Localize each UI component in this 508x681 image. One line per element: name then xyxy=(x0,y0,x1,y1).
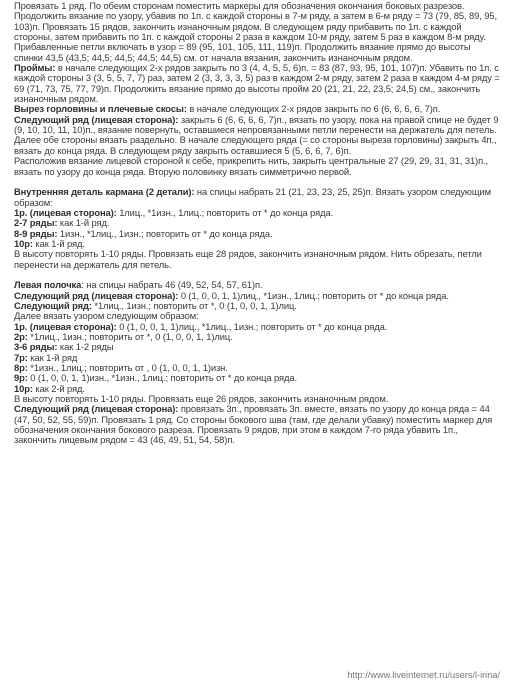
instruction-paragraph xyxy=(14,1,500,63)
instruction-paragraph xyxy=(14,404,500,445)
instruction-text: на спицы набрать 21 (21, 23, 23, 25, 25)п. Вязать узором следующим образом: xyxy=(14,186,491,208)
instruction-label: 10р: xyxy=(14,237,33,249)
instruction-text: как 1-2 ряды xyxy=(57,341,114,353)
instruction-label: Внутренняя деталь кармана (2 детали): xyxy=(14,186,195,198)
instruction-text: *1лиц., 1изн.; повторить от *, 0 (1, 0, 0, 1, 1)лиц. xyxy=(27,331,233,342)
instruction-text: 1лиц., *1изн., 1лиц.; повторить от * до конца ряда. xyxy=(116,206,334,218)
instruction-paragraph xyxy=(14,342,500,352)
instruction-label: 8р: xyxy=(14,362,28,374)
instruction-label: Вырез горловины и плечевые скосы: xyxy=(14,103,187,115)
instruction-text: закрыть 6 (6, 6, 6, 6, 7)п., вязать по узору, пока на правой спице не будет 9 (9, 10, 10, 11, 10)п., вязание повернуть, оставшиеся непровязанными петли перенести на держатель для петель. Далее обе стороны вязать раздельно. В начале следующего ряда (= со стороны выреза горловины) закрыть 4п., вязать до конца ряда. В следующем ряду закрыть оставшиеся 5 (5, 6, 6, 7, 6)п. xyxy=(14,113,499,156)
instruction-text: 0 (1, 0, 0, 1, 1)лиц., *1изн., 1лиц.; повторить от * до конца ряда. xyxy=(178,289,449,301)
instruction-text: как 1-й ряд. xyxy=(32,237,85,249)
instruction-text: в начале следующих 2-х рядов закрыть по 3 (4, 4, 5, 5, 6)п. = 83 (87, 93, 95, 101, 107)п. Убавить по 1п. с каждой стороны 3 (3, 5, 5, 7, 7) раз, затем 2 (3, 3, 3, 3, 5) раз в каждом 2-м ряду, затем 2 раза в каждом 4-м ряду = 69 (71, 73, 75, 77, 79)п. Продолжить вязание прямо до высоты пройм 20 (21, 21, 22, 23,5; 24,5) см., закончить изнаночным рядом. xyxy=(14,62,500,105)
instruction-label: Следующий ряд (лицевая сторона): xyxy=(14,113,179,125)
instruction-label: Следующий ряд: xyxy=(14,299,92,311)
instruction-label: 2-7 ряды: xyxy=(14,217,58,229)
instruction-label: Проймы: xyxy=(14,62,56,74)
instruction-text: В высоту повторять 1-10 ряды. Провязать еще 28 рядов, закончить изнаночным рядом. Нить обрезать, петли перенести на держатель для петель. xyxy=(14,248,482,270)
instruction-label: 8-9 ряды: xyxy=(14,227,58,239)
instruction-text: в начале следующих 2-х рядов закрыть по 6 (6, 6, 6, 6, 7)п. xyxy=(186,103,441,115)
instruction-text: 0 (1, 0, 0, 1, 1)лиц., *1лиц., 1изн.; повторить от * до конца ряда. xyxy=(116,320,388,332)
instruction-paragraph xyxy=(14,229,500,239)
instruction-paragraph xyxy=(14,156,500,177)
instruction-paragraph xyxy=(14,187,500,208)
instruction-text: 1изн., *1лиц., 1изн.; повторить от * до конца ряда. xyxy=(57,227,273,239)
instruction-text: как 2-й ряд. xyxy=(32,382,85,394)
instruction-label: 2р: xyxy=(14,331,28,342)
instruction-paragraph xyxy=(14,115,500,156)
back-section xyxy=(14,1,500,177)
instruction-label: 1р. (лицевая сторона): xyxy=(14,320,117,332)
instruction-text: *1лиц., 1изн.; повторить от *, 0 (1, 0, 0, 1, 1)лиц. xyxy=(91,299,297,311)
instruction-text: : на спицы набрать 46 (49, 52, 54, 57, 61)п. xyxy=(81,279,263,291)
source-url: http://www.liveinternet.ru/users/l-irina/ xyxy=(347,669,500,680)
instruction-paragraph xyxy=(14,373,500,383)
instruction-label: 10р: xyxy=(14,382,33,394)
instruction-label: 1р. (лицевая сторона): xyxy=(14,206,117,218)
instruction-text: как 1-й ряд xyxy=(27,351,78,363)
instruction-text: Провязать 1 ряд. По обеим сторонам поместить маркеры для обозначения окончания боковых разрезов. Продолжить вязание по узору, убавив по 1п. с каждой стороны в 7-м ряду, а затем в 6-м ряду = 73 (79, 85, 89, 95, 103)п. Провязать 15 рядов, закончить изнаночным рядом. В следующем ряду прибавить по 1п. с каждой стороны, затем прибавить по 1п. с каждой стороны 2 раза в каждом 10-м ряду, затем 5 раз в каждом 8-м ряду. Прибавленные петли включать в узор = 89 (95, 101, 105, 111, 119)п. Продолжить вязание прямо до высоты спинки 43,5 (43,5; 44,5; 44,5; 44,5; 44,5) см. от начала вязания, закончить изнаночным рядом. xyxy=(14,0,498,63)
instruction-text: как 1-й ряд. xyxy=(57,217,110,229)
instruction-text: В высоту повторять 1-10 ряды. Провязать еще 26 рядов, закончить изнаночным рядом. xyxy=(14,393,389,405)
instruction-text: Расположив вязание лицевой стороной к себе, прикрепить нить, закрыть центральные 27 (29, 29, 31, 31, 31)п., вязать по узору до конца ряда. Вторую половинку вязать симметрично первой. xyxy=(14,155,489,177)
instruction-paragraph xyxy=(14,63,500,104)
instruction-label: 9р: xyxy=(14,372,28,384)
left-front-section xyxy=(14,280,500,446)
instruction-label: Левая полочка xyxy=(14,279,82,291)
instruction-label: Следующий ряд (лицевая сторона): xyxy=(14,289,179,301)
instruction-text: провязать 3п., провязать 3п. вместе, вязать по узору до конца ряда = 44 (47, 50, 52, 55, 59)п. Провязать 1 ряд. Со стороны бокового шва (там, где делали убавку) поместить маркер для обозначения окончания бокового разреза. Провязать 9 рядов, при этом в каждом 7-го ряда убавить 1п., закончить лицевым рядом = 43 (46, 49, 51, 54, 58)п. xyxy=(14,403,493,446)
pocket-lining-section xyxy=(14,187,500,270)
instruction-label: 7р: xyxy=(14,351,28,363)
instruction-text: 0 (1, 0, 0, 1, 1)изн., *1изн., 1лиц.; повторить от * до конца ряда. xyxy=(27,372,297,384)
instruction-text: *1изн., 1лиц.; повторить от , 0 (1, 0, 0, 1, 1)изн. xyxy=(27,362,228,374)
instruction-label: Следующий ряд (лицевая сторона): xyxy=(14,403,179,415)
instruction-paragraph xyxy=(14,249,500,270)
instruction-label: 3-6 ряды: xyxy=(14,341,58,353)
instruction-text: Далее вязать узором следующим образом: xyxy=(14,310,199,322)
